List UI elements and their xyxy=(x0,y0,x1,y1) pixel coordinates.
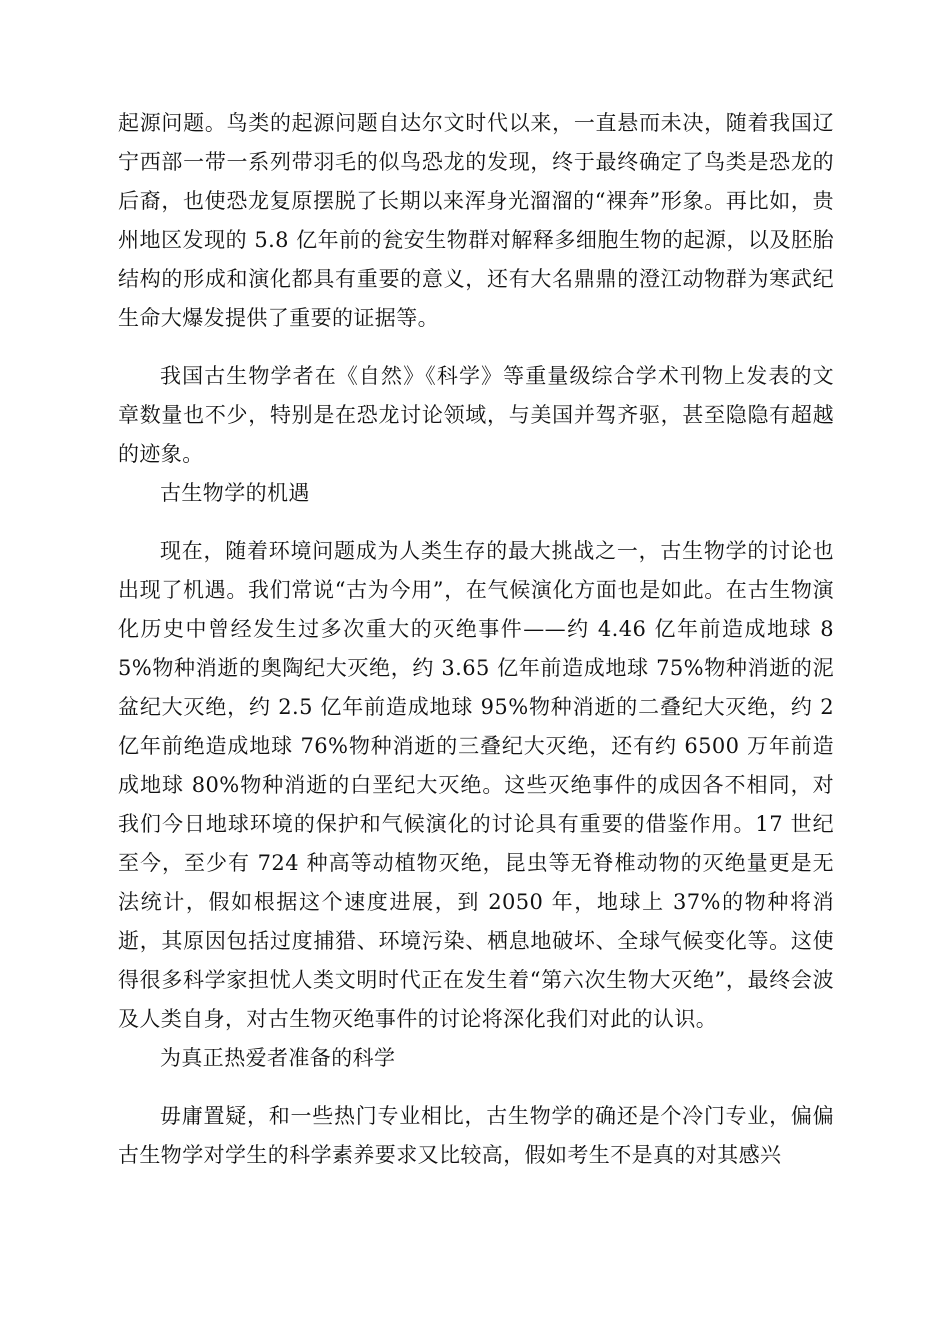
paragraph-journal-publications: 我国古生物学者在《自然》《科学》等重量级综合学术刊物上发表的文章数量也不少，特别是在恐龙讨论领域，与美国并驾齐驱，甚至隐隐有超越的迹象。 xyxy=(118,364,834,466)
paragraph-bird-origin: 起源问题。鸟类的起源问题自达尔文时代以来，一直悬而未决，随着我国辽宁西部一带一系列带羽毛的似鸟恐龙的发现，终于最终确定了鸟类是恐龙的后裔，也使恐龙复原摆脱了长期以来浑身光溜溜的“裸奔”形象。再比如，贵州地区发现的 5.8 亿年前的瓮安生物群对解释多细胞生物的起源，以及胚胎结构的形成和演化都具有重要的意义，还有大名鼎鼎的澄江动物群为寒武纪生命大爆发提供了重要的证据等。 xyxy=(118,111,834,330)
paragraph-cold-major: 毋庸置疑，和一些热门专业相比，古生物学的确还是个冷门专业，偏偏古生物学对学生的科学素养要求又比较高，假如考生不是真的对其感兴 xyxy=(118,1104,834,1167)
section-heading-opportunity: 古生物学的机遇 xyxy=(160,481,310,505)
section-heading-enthusiasts: 为真正热爱者准备的科学 xyxy=(160,1046,396,1070)
document-page xyxy=(118,104,834,1175)
paragraph-extinction-events: 现在，随着环境问题成为人类生存的最大挑战之一，古生物学的讨论也出现了机遇。我们常说“古为今用”，在气候演化方面也是如此。在古生物演化历史中曾经发生过多次重大的灭绝事件——约 4.46 亿年前造成地球 85%物种消逝的奥陶纪大灭绝，约 3.65 亿年前造成地球 75%物种消逝的泥盆纪大灭绝，约 2.5 亿年前造成地球 95%物种消逝的二叠纪大灭绝，约 2 亿年前绝造成地球 76%物种消逝的三叠纪大灭绝，还有约 6500 万年前造成地球 80%物种消逝的白垩纪大灭绝。这些灭绝事件的成因各不相同，对我们今日地球环境的保护和气候演化的讨论具有重要的借鉴作用。17 世纪至今，至少有 724 种高等动植物灭绝，昆虫等无脊椎动物的灭绝量更是无法统计，假如根据这个速度进展，到 2050 年，地球上 37%的物种将消逝，其原因包括过度捕猎、环境污染、栖息地破坏、全球气候变化等。这使得很多科学家担忧人类文明时代正在发生着“第六次生物大灭绝”，最终会波及人类自身，对古生物灭绝事件的讨论将深化我们对此的认识。 xyxy=(118,539,834,1031)
